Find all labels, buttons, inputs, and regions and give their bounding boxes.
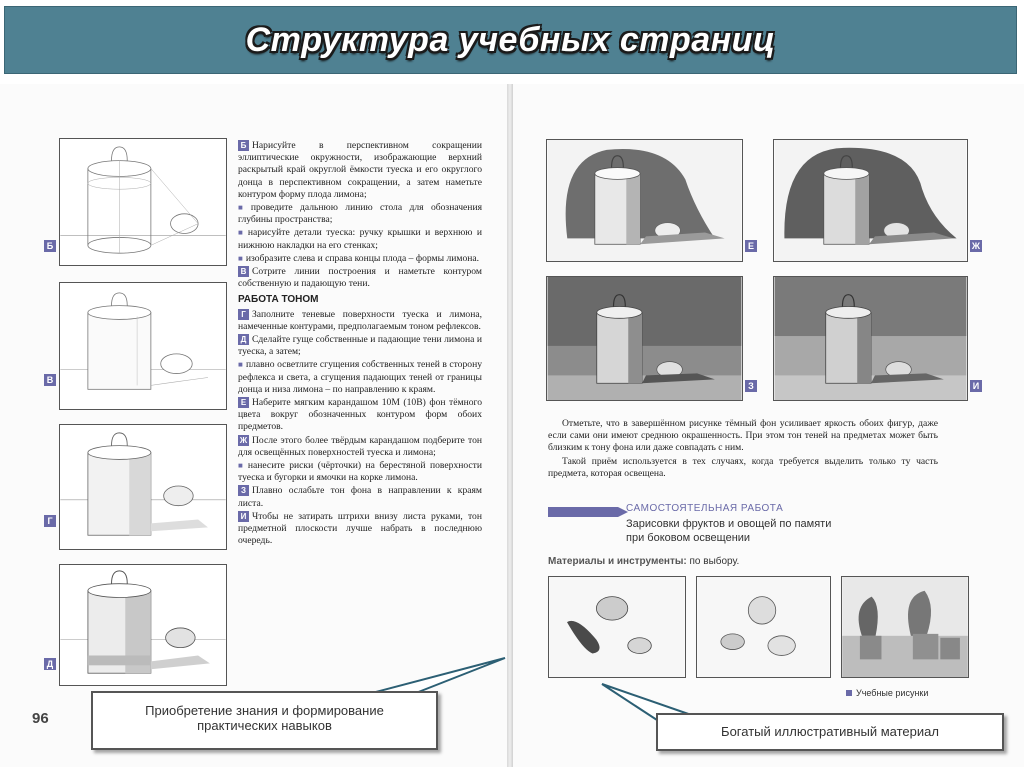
caption-text: Учебные рисунки: [856, 688, 929, 698]
figure-b-label: Б: [44, 240, 56, 252]
step-d-marker: Д: [238, 334, 249, 345]
step-e: [238, 397, 482, 434]
step-zh-bullet-1: ■ нанесите риски (чёрточки) на берестяной поверхности туеска и бугорки и ямочки на корке лимона.: [238, 460, 482, 484]
materials-label: Материалы и инструменты:: [548, 556, 687, 567]
step-g: [238, 309, 482, 333]
self-work-description: [626, 517, 831, 545]
caption-square-icon: [846, 690, 852, 696]
figure-e-label: Е: [745, 240, 757, 252]
step-b-bullet-3: ■ изобразите слева и справа концы плода – формы лимона.: [238, 252, 480, 264]
figure-caption: [846, 688, 928, 698]
plants-sketch: [841, 576, 969, 678]
right-paragraph-1: Отметьте, что в завершённом рисунке тёмный фон усиливает яркость обоих фигур, даже если сами они имеют среднюю окрашенность. При этом тон теней на предметах может быть близким к тону фона или даже совпадать с ним.: [548, 418, 938, 454]
step-b-marker: Б: [238, 140, 249, 151]
self-work-line-1: Зарисовки фруктов и овощей по памяти: [626, 518, 832, 530]
figure-z-drawing: [546, 276, 743, 401]
step-d-bullet-1-text: плавно осветлите сгущения собственных теней в сторону рефлекса и света, а сгущения падающих теней от границы донца и низа лимона – по направлению к краям.: [238, 359, 482, 395]
figure-g-drawing: [59, 424, 227, 550]
pencil-icon: [548, 507, 618, 517]
figure-i-drawing: [773, 276, 968, 401]
page-title: Структура учебных страниц: [245, 20, 776, 59]
figure-z-label: З: [745, 380, 757, 392]
figure-v-label: В: [44, 374, 56, 386]
vegetables-sketch: [548, 576, 686, 678]
book-gutter: [507, 84, 513, 767]
step-b-bullet-3-text: изобразите слева и справа концы плода – формы лимона.: [245, 252, 480, 264]
step-e-marker: Е: [238, 397, 249, 408]
step-d-text: Сделайте гуще собственные и падающие тени лимона и туеска, а затем;: [238, 334, 482, 358]
step-b-bullet-2: ■ нарисуйте детали туеска: ручку крышки и верхнюю и нижнюю накладки на его стенках;: [238, 227, 482, 251]
callout-left: Приобретение знания и формирование практических навыков: [91, 691, 438, 750]
step-zh-marker: Ж: [239, 435, 248, 445]
step-z: [238, 485, 482, 509]
step-zh: [238, 435, 482, 459]
step-v-marker: В: [238, 266, 249, 277]
right-page-text: [548, 418, 938, 481]
section-heading-tone: РАБОТА ТОНОМ: [238, 294, 319, 306]
figure-v-drawing: [59, 282, 227, 410]
step-zh-text: После этого более твёрдым карандашом подберите тон для освещённых поверхностей туеска и лимона;: [238, 434, 482, 458]
figure-e-drawing: [546, 139, 743, 262]
figure-d-drawing: [59, 564, 227, 686]
figure-d-label: Д: [44, 658, 56, 670]
fruits-sketch: [696, 576, 831, 678]
step-e-text: Наберите мягким карандашом 10М (10В) фон тёмного цвета вокруг обозначенных контуром форм обоих предметов.: [238, 397, 482, 433]
step-b-bullet-2-text: нарисуйте детали туеска: ручку крышки и верхнюю и нижнюю накладки на его стенках;: [238, 227, 482, 251]
callout-right: Богатый иллюстративный материал: [656, 713, 1004, 751]
right-paragraph-2: Такой приём используется в тех случаях, когда требуется выделить только ту часть предмета, которая освещена.: [548, 455, 938, 479]
step-b: [238, 140, 482, 201]
step-i-marker: И: [238, 511, 249, 522]
materials-line: [548, 556, 739, 567]
step-b-text: Нарисуйте в перспективном сокращении эллиптические окружности, изображающие верхний раскрытый край округлой ёмкости туеска и его округлого донца в перспективном сокращении, а затем наметьте контуром форму плода лимона;: [238, 140, 482, 200]
step-b-bullet-1: ■ проведите дальнюю линию стола для обозначения глубины пространства;: [238, 202, 482, 226]
figure-g-label: Г: [44, 515, 56, 527]
step-b-bullet-1-text: проведите дальнюю линию стола для обозначения глубины пространства;: [238, 202, 482, 226]
step-v: [238, 266, 482, 290]
self-work-line-2: при боковом освещении: [626, 532, 751, 544]
materials-value: по выбору.: [689, 556, 740, 567]
step-d: [238, 334, 482, 358]
step-d-bullet-1: ■ плавно осветлите сгущения собственных теней в сторону рефлекса и света, а сгущения падающих теней от границы донца и низа лимона – по направлению к краям.: [238, 359, 482, 395]
page-number: 96: [32, 710, 49, 727]
step-zh-bullet-1-text: нанесите риски (чёрточки) на берестяной поверхности туеска и бугорки и ямочки на корке лимона.: [238, 460, 482, 484]
step-g-text: Заполните теневые поверхности туеска и лимона, намеченные контурами, предполагаемым тоном рефлексов.: [238, 308, 482, 332]
step-i-text: Чтобы не затирать штрихи внизу листа руками, тон предметной плоскости лучше набрать в последнюю очередь.: [238, 510, 482, 547]
step-i: [238, 511, 482, 548]
figure-i-label: И: [970, 380, 982, 392]
step-v-text: Сотрите линии построения и наметьте контуром собственную и падающую тени.: [238, 266, 482, 290]
title-banner: [4, 6, 1017, 74]
self-work-title: САМОСТОЯТЕЛЬНАЯ РАБОТА: [626, 503, 784, 514]
self-work-block: [548, 503, 888, 551]
step-g-marker: Г: [238, 309, 249, 320]
step-z-marker: З: [238, 485, 249, 496]
left-page-text: [238, 140, 482, 549]
figure-zh-drawing: [773, 139, 968, 262]
figure-zh-label: Ж: [971, 241, 981, 251]
figure-b-drawing: [59, 138, 227, 266]
step-z-text: Плавно ослабьте тон фона в направлении к краям листа.: [238, 485, 482, 509]
